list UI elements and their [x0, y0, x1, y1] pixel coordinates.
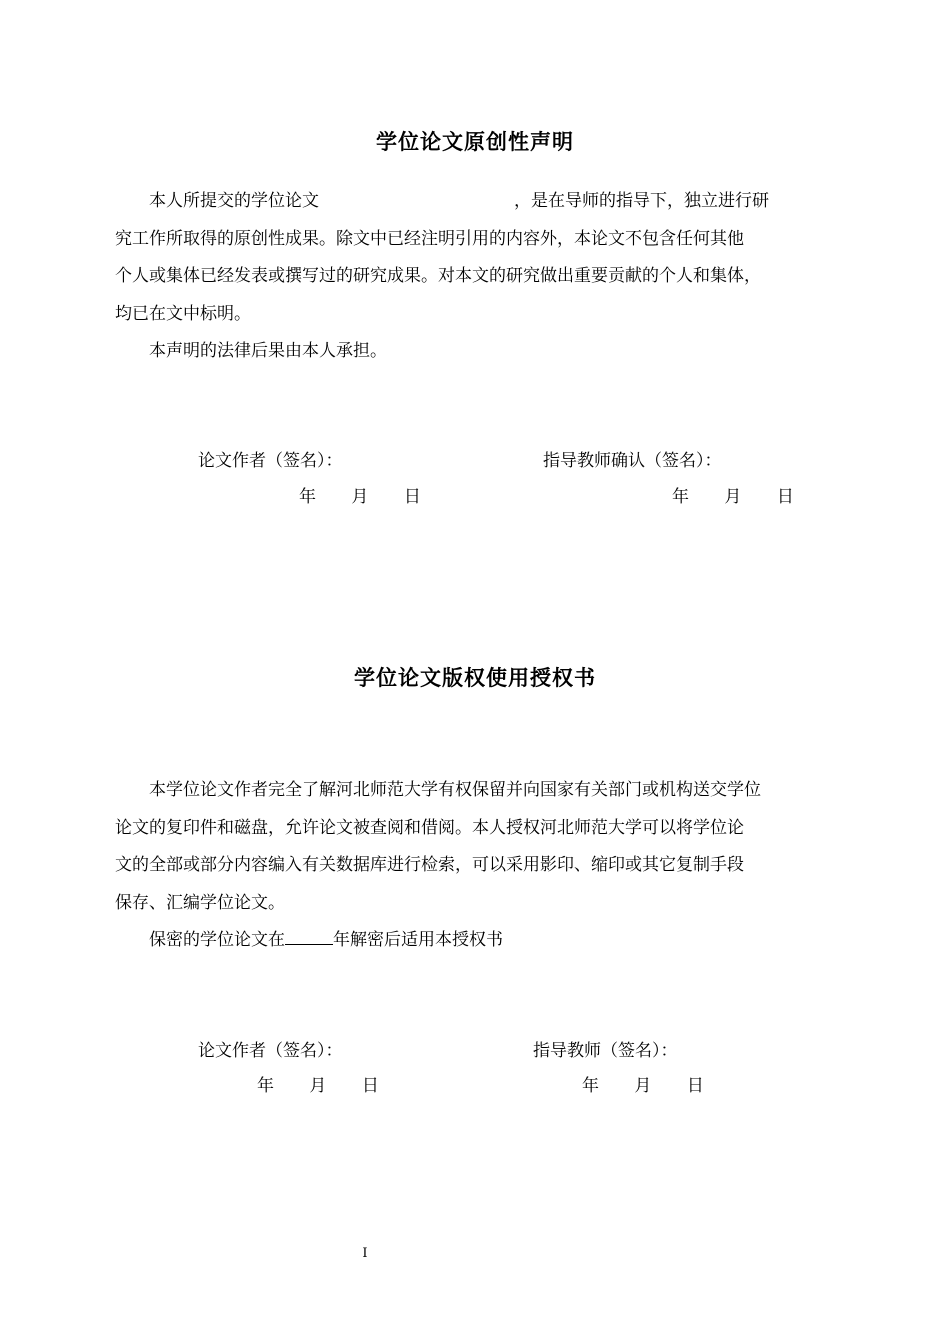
- date-day: 日: [686, 1076, 704, 1096]
- declaration-line-1: [115, 183, 840, 221]
- authorization-author-date: [257, 1071, 379, 1096]
- declaration-advisor-date: [672, 482, 794, 507]
- authorization-advisor-signature-label: 指导教师（签名）：: [533, 1041, 678, 1061]
- date-year: 年: [257, 1076, 274, 1096]
- date-month: 月: [309, 1076, 327, 1096]
- declaration-line-4: 均已在文中标明。: [115, 303, 251, 324]
- date-month: 月: [634, 1076, 652, 1096]
- declaration-title: 学位论文原创性声明: [376, 130, 574, 154]
- date-year: 年: [299, 487, 316, 507]
- authorization-line-3: 文的全部或部分内容编入有关数据库进行检索，可以采用影印、缩印或其它复制手段: [115, 855, 744, 875]
- authorization-body: [115, 772, 840, 960]
- declaration-line-3: 个人或集体已经发表或撰写过的研究成果。对本文的研究做出重要贡献的个人和集体，: [115, 266, 761, 286]
- authorization-line-1: 本学位论文作者完全了解河北师范大学有权保留并向国家有关部门或机构送交学位: [149, 780, 761, 800]
- declaration-line-1-end: ，是在导师的指导下，独立进行研: [514, 191, 769, 211]
- date-month: 月: [351, 487, 369, 507]
- declaration-author-date: [299, 482, 421, 507]
- page-number: I: [362, 1246, 368, 1261]
- declaration-line-1-start: 本人所提交的学位论文: [149, 191, 319, 211]
- authorization-line-2: 论文的复印件和磁盘，允许论文被查阅和借阅。本人授权河北师范大学可以将学位论: [115, 817, 744, 838]
- confidential-start: 保密的学位论文在: [149, 930, 285, 950]
- date-day: 日: [776, 487, 794, 507]
- authorization-advisor-date: [582, 1071, 704, 1096]
- confidential-end: 年解密后适用本授权书: [333, 930, 503, 950]
- declaration-author-signature-label: 论文作者（签名）：: [198, 451, 343, 471]
- date-day: 日: [361, 1076, 379, 1096]
- date-month: 月: [724, 487, 742, 507]
- authorization-line-5: [115, 922, 840, 960]
- authorization-title: 学位论文版权使用授权书: [354, 666, 596, 690]
- date-day: 日: [403, 487, 421, 507]
- date-year: 年: [582, 1076, 599, 1096]
- declaration-line-5: 本声明的法律后果由本人承担。: [149, 341, 387, 361]
- authorization-line-4: 保存、汇编学位论文。: [115, 892, 285, 913]
- declaration-advisor-signature-label: 指导教师确认（签名）：: [543, 451, 722, 471]
- date-year: 年: [672, 487, 689, 507]
- declaration-line-2: 究工作所取得的原创性成果。除文中已经注明引用的内容外，本论文不包含任何其他: [115, 228, 744, 249]
- declaration-body: [115, 183, 840, 371]
- confidential-years-blank: [285, 930, 333, 945]
- authorization-author-signature-label: 论文作者（签名）：: [198, 1041, 343, 1061]
